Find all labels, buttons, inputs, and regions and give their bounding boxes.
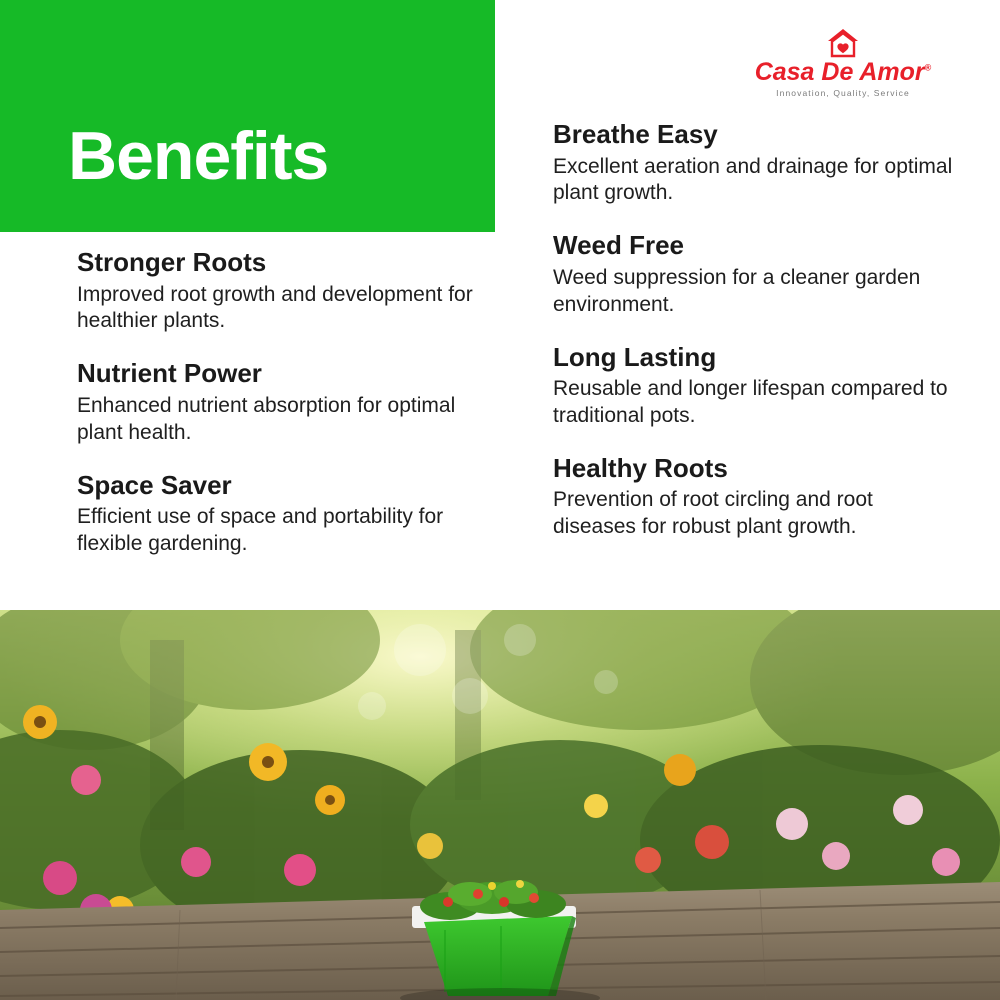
benefit-title: Weed Free: [553, 230, 685, 261]
benefit-item: [553, 452, 958, 541]
benefits-column-right: [553, 118, 958, 541]
house-heart-icon: [826, 28, 860, 58]
page-title: Benefits: [68, 118, 329, 194]
benefit-description: Reusable and longer lifespan compared to traditional pots.: [553, 377, 948, 427]
brand-logo: [738, 28, 948, 98]
benefit-description: Efficient use of space and portability for flexible gardening.: [77, 505, 444, 555]
benefit-item: [77, 357, 482, 446]
benefit-title: Nutrient Power: [77, 358, 262, 389]
title-block: [0, 0, 495, 232]
benefit-title: Healthy Roots: [553, 452, 728, 483]
benefit-description: Improved root growth and development for healthier plants.: [77, 282, 473, 333]
benefit-item: [553, 341, 958, 430]
benefit-title: Stronger Roots: [77, 247, 267, 277]
benefit-title: Space Saver: [77, 469, 232, 500]
benefit-description: Weed suppression for a cleaner garden environment.: [553, 265, 921, 316]
benefit-title: Long Lasting: [553, 341, 717, 372]
benefit-description: Enhanced nutrient absorption for optimal plant health.: [77, 393, 456, 444]
benefit-item: [77, 469, 482, 558]
garden-scene-illustration: [0, 610, 1000, 1000]
brand-name-text: Casa De Amor: [754, 58, 925, 86]
benefit-description: Excellent aeration and drainage for optimal plant growth.: [553, 154, 953, 205]
benefit-description: Prevention of root circling and root diseases for robust plant growth.: [553, 488, 873, 539]
brand-name: [738, 60, 948, 85]
benefits-column-left: [77, 246, 482, 558]
benefit-item: [553, 118, 958, 207]
trademark-symbol: ®: [924, 62, 932, 73]
benefit-title: Breathe Easy: [553, 119, 718, 149]
product-photo: [0, 610, 1000, 1000]
benefit-item: [553, 229, 958, 318]
brand-tagline: Innovation, Quality, Service: [776, 88, 910, 98]
benefit-item: [77, 246, 482, 335]
